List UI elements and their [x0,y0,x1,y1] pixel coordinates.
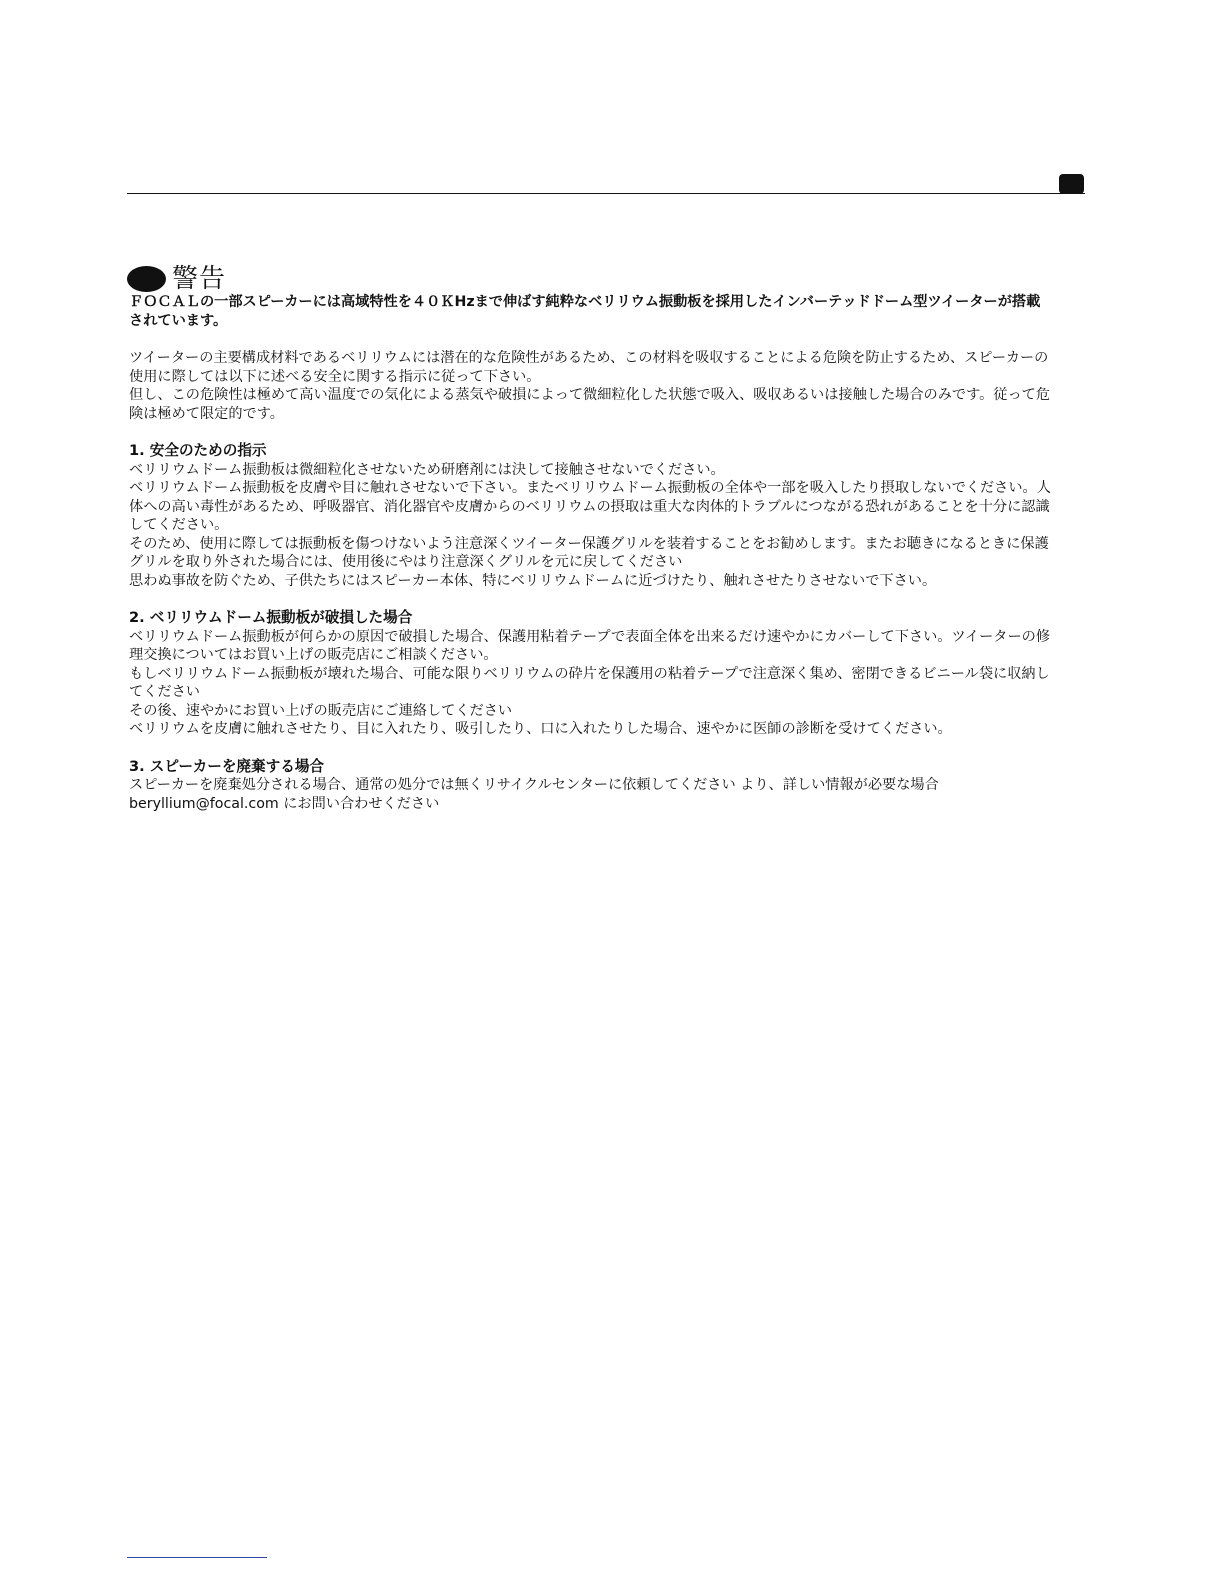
warning-paragraph: 但し、この危険性は極めて高い温度での気化による蒸気や破損によって微細粒化した状態で吸入、吸収あるいは接触した場合のみです。従って危険は極めて限定的です。 [129,387,1051,422]
section-title-disposal: 3. スピーカーを廃棄する場合 [129,757,325,775]
section-paragraph: ベリリウムを皮膚に触れさせたり、目に入れたり、吸引したり、口に入れたりした場合、速やかに医師の診断を受けてください。 [129,721,952,737]
warning-bullet-icon [127,266,166,292]
document-body [129,293,1053,813]
section-paragraph: その後、速やかにお買い上げの販売店にご連絡してください [129,702,513,719]
footer-link-underline [127,1557,267,1558]
section-title-damage: 2. ベリリウムドーム振動板が破損した場合 [129,609,413,626]
section-title-safety: 1. 安全のための指示 [129,442,267,459]
header-rule [127,193,1085,194]
contact-email-line[interactable]: beryllium@focal.com にお問い合わせください [129,795,440,812]
section-paragraph: ベリリウムドーム振動板を皮膚や目に触れさせないで下さい。またベリリウムドーム振動板の全体や一部を吸入したり摂取しないでください。人体への高い毒性があるため、呼吸器官、消化器官や皮膚からのベリリウムの摂取は重大な肉体的トラブルにつながる恐れがあることを十分に認識してください。 [129,480,1051,533]
spacer [129,590,1053,609]
warning-title: 警告 [172,264,227,294]
section-paragraph: そのため、使用に際しては振動板を傷つけないよう注意深くツイーター保護グリルを装着することをお勧めします。またお聴きになるときに保護グリルを取り外された場合には、使用後にやはり注意深くグリルを元に戻してください [129,535,1049,570]
spacer [129,739,1053,758]
warning-heading [127,262,226,296]
warning-paragraph: ツイーターの主要構成材料であるベリリウムには潜在的な危険性があるため、この材料を吸収することによる危険を防止するため、スピーカーの使用に際しては以下に述べる安全に関する指示に従って下さい。 [129,350,1049,385]
section-paragraph: ベリリウムドーム振動板が何らかの原因で破損した場合、保護用粘着テープで表面全体を出来るだけ速やかにカバーして下さい。ツイーターの修理交換についてはお買い上げの販売店にご相談ください。 [129,628,1051,663]
section-paragraph: ベリリウムドーム振動板は微細粒化させないため研磨剤には決して接触させないでください。 [129,461,725,478]
page-tab-marker [1059,174,1084,194]
section-paragraph: 思わぬ事故を防ぐため、子供たちにはスピーカー本体、特にベリリウムドームに近づけたり、触れさせたりさせないで下さい。 [129,572,937,589]
spacer [129,423,1053,442]
warning-intro: ＦＯＣＡＬの一部スピーカーには高域特性を４０ＫHzまで伸ばす純粋なベリリウム振動板を採用したインバーテッドドーム型ツイーターが搭載されています。 [129,294,1041,329]
section-paragraph: スピーカーを廃棄処分される場合、通常の処分では無くリサイクルセンターに依頼してください より、詳しい情報が必要な場合 [129,777,939,793]
section-paragraph: もしベリリウムドーム振動板が壊れた場合、可能な限りベリリウムの砕片を保護用の粘着テープで注意深く集め、密閉できるビニール袋に収納してください [129,665,1050,700]
